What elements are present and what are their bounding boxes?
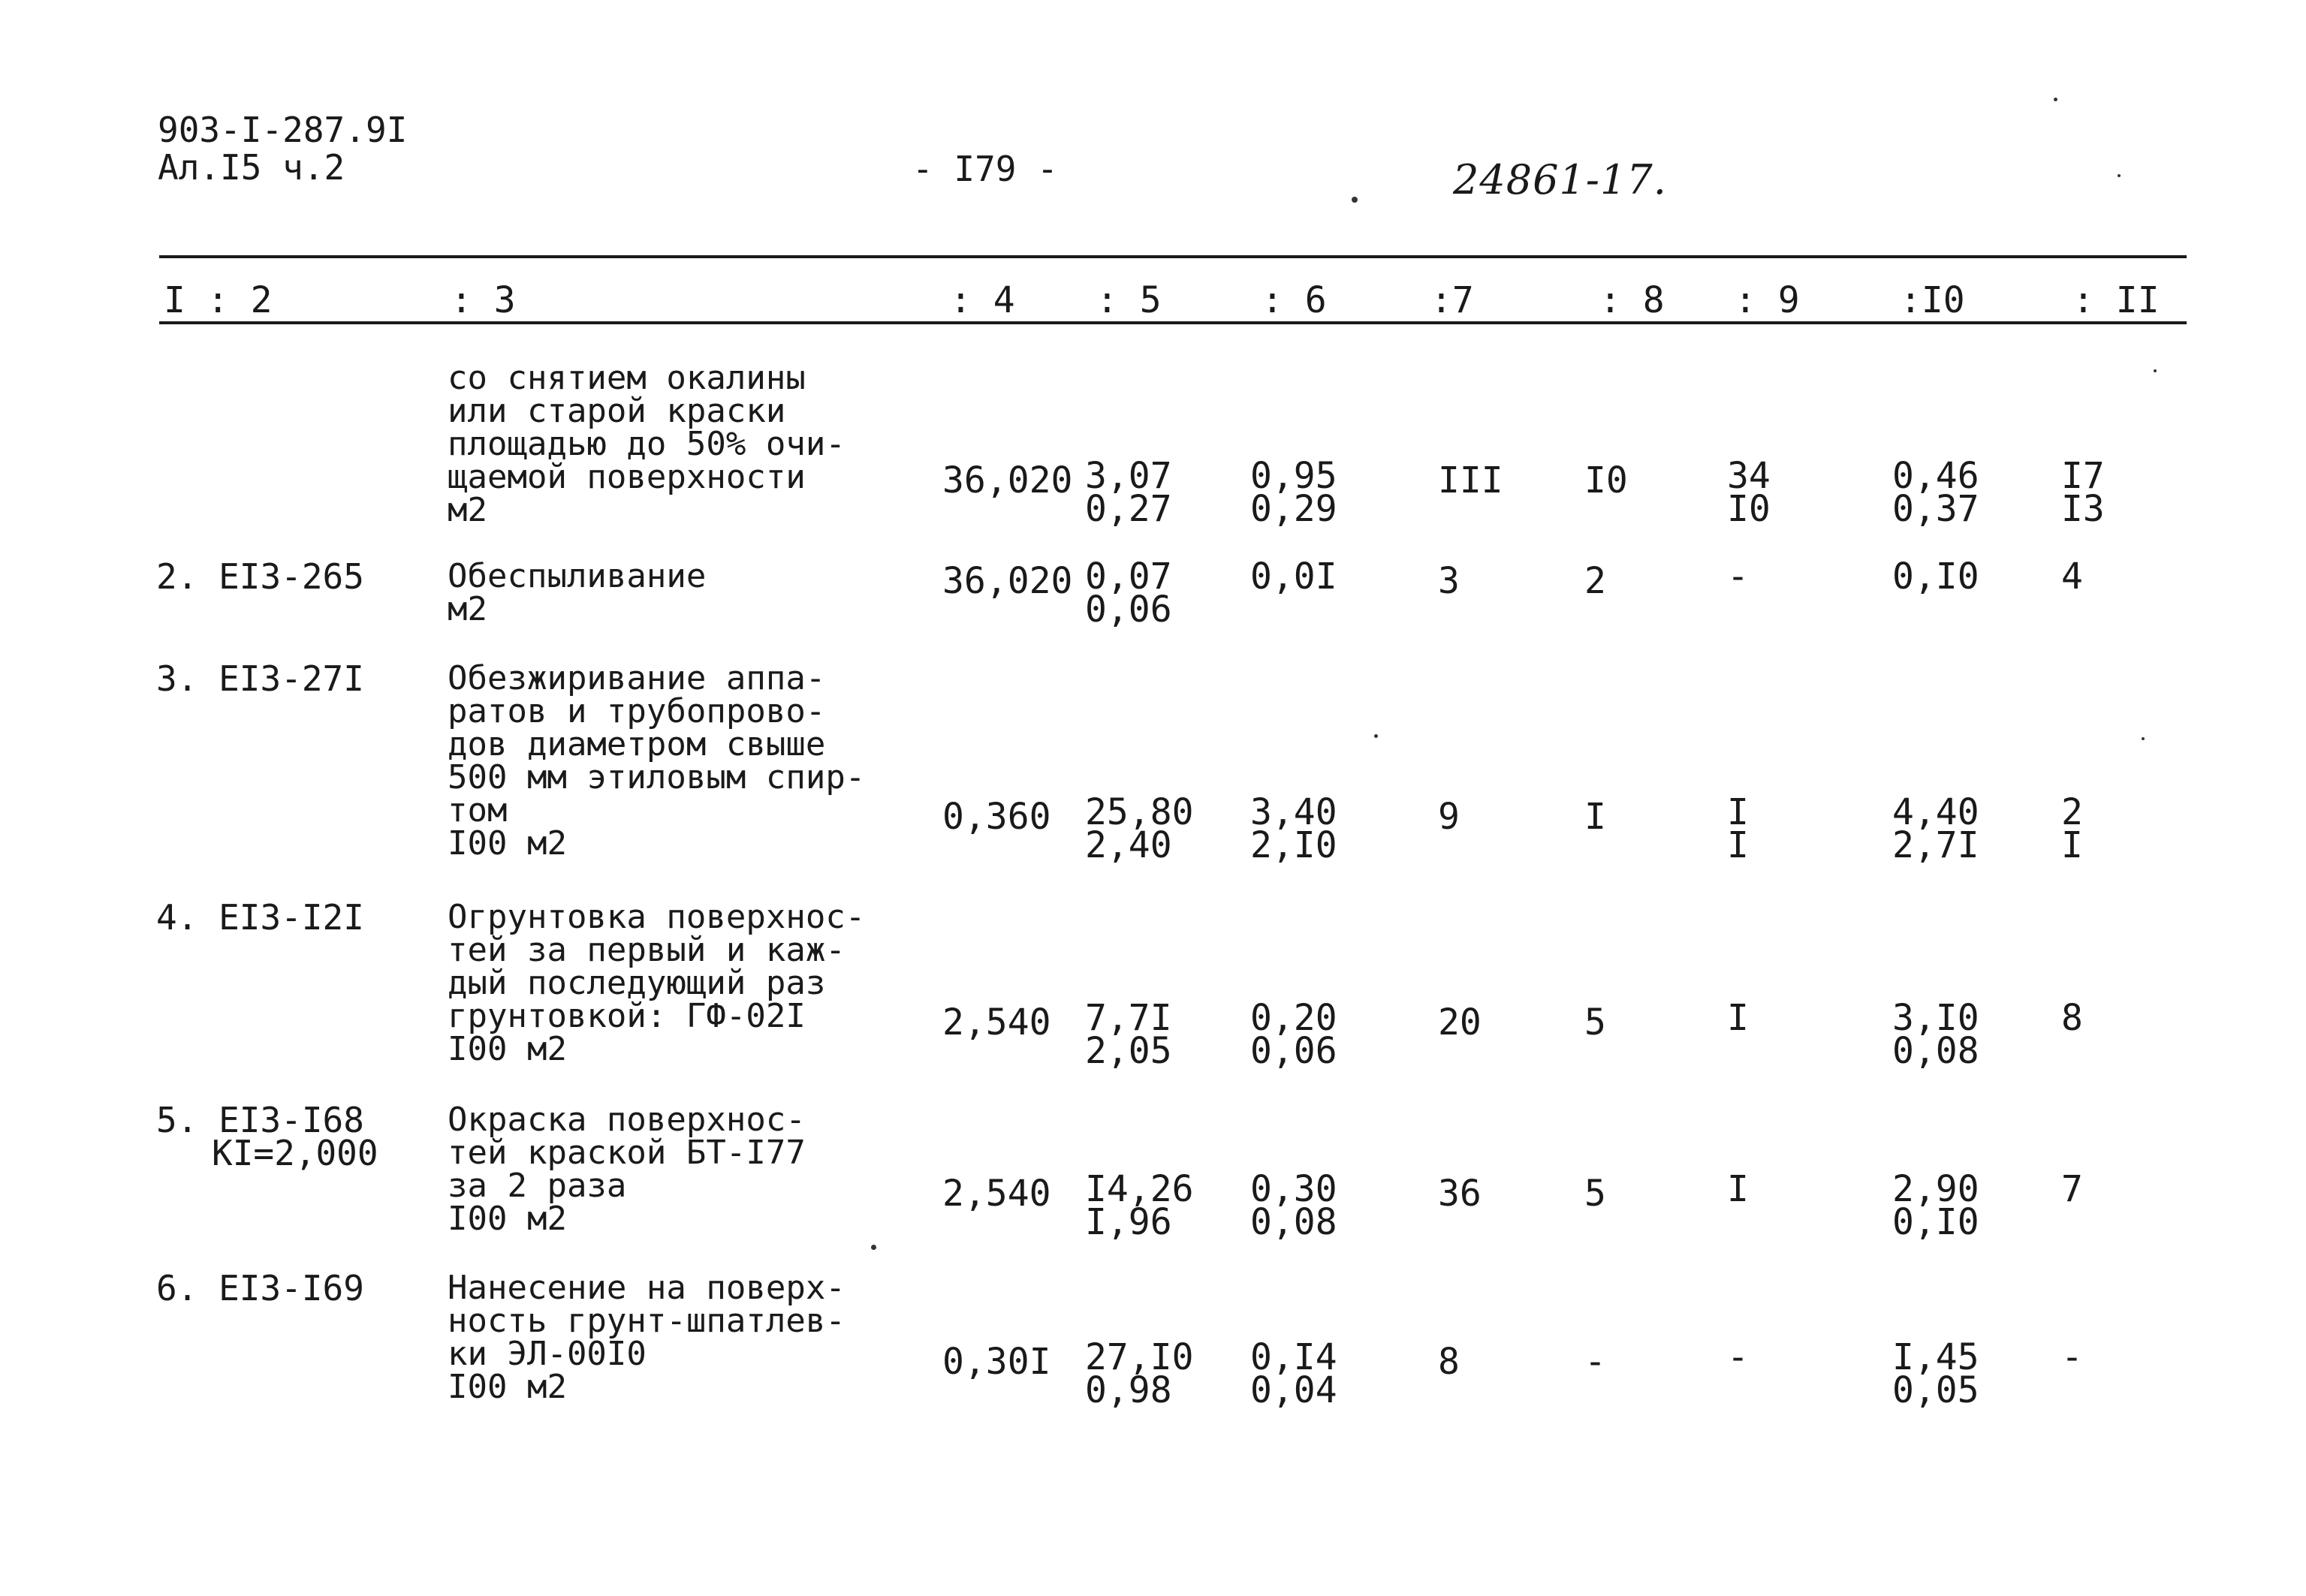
row-description-line: тей за первый и каж-: [448, 931, 846, 969]
row-c10-value: 0,05: [1892, 1369, 1979, 1411]
row-description-line: щаемой поверхности: [448, 458, 806, 496]
row-c6-value: 0,29: [1250, 488, 1337, 530]
row-description-line: или старой краски: [448, 392, 786, 430]
row-c5-value: 2,40: [1085, 824, 1172, 866]
document-code-line1: 903-I-287.9I: [158, 110, 408, 150]
row-c11-value: 2: [2061, 791, 2083, 833]
row-code: 3. EI3-27I: [156, 658, 364, 699]
row-c6-value: 0,06: [1250, 1030, 1337, 1072]
row-code: 2. EI3-265: [156, 556, 364, 597]
column-header-2: : 3: [451, 279, 516, 321]
row-code: 5. EI3-I68: [156, 1100, 364, 1140]
row-quantity: 2,540: [942, 1001, 1051, 1043]
row-c11-value: 8: [2061, 997, 2083, 1039]
row-description-line: м2: [448, 491, 487, 529]
column-header-10: : II: [2072, 279, 2160, 321]
row-c9-value: I: [1727, 997, 1749, 1039]
row-c8-value: -: [1584, 1341, 1606, 1383]
row-c6-value: 0,20: [1250, 997, 1337, 1039]
row-description-line: ки ЭЛ-00I0: [448, 1335, 647, 1373]
scan-speck: [2054, 98, 2057, 101]
row-c6-value: 2,I0: [1250, 824, 1337, 866]
row-description-line: Обезжиривание аппа-: [448, 659, 826, 697]
row-c8-value: I: [1584, 796, 1606, 838]
row-c11-value: I7: [2061, 455, 2105, 497]
row-description-line: 500 мм этиловым спир-: [448, 758, 866, 796]
column-header-8: : 9: [1735, 279, 1800, 321]
row-description-line: ратов и трубопрово-: [448, 692, 826, 730]
row-code: 6. EI3-I69: [156, 1268, 364, 1308]
row-description-line: грунтовкой: ГФ-02I: [448, 997, 806, 1035]
row-description-line: за 2 раза: [448, 1167, 627, 1205]
scan-speck: [2142, 737, 2145, 740]
row-description-line: Нанесение на поверх-: [448, 1269, 846, 1307]
row-code: 4. EI3-I2I: [156, 897, 364, 938]
row-c9-value: 34: [1727, 455, 1771, 497]
column-header-6: :7: [1430, 279, 1474, 321]
scan-speck: [2154, 369, 2157, 372]
row-description-line: дов диаметром свыше: [448, 725, 826, 763]
column-header-5: : 6: [1262, 279, 1327, 321]
row-c9-value: -: [1727, 1336, 1749, 1378]
document-code-line2: Ал.I5 ч.2: [158, 147, 345, 188]
scan-speck: [871, 1245, 876, 1250]
row-c11-value: -: [2061, 1336, 2083, 1378]
row-c8-value: 5: [1584, 1173, 1606, 1215]
row-c6-value: 0,30: [1250, 1168, 1337, 1210]
row-c5-value: 2,05: [1085, 1030, 1172, 1072]
row-quantity: 2,540: [942, 1173, 1051, 1215]
row-description-line: Огрунтовка поверхнос-: [448, 898, 866, 936]
row-quantity: 0,30I: [942, 1341, 1051, 1383]
scan-speck: [2118, 174, 2121, 177]
row-description-line: м2: [448, 590, 487, 628]
row-c6-value: 0,08: [1250, 1201, 1337, 1243]
row-description-line: I00 м2: [448, 1200, 567, 1238]
row-description-line: ность грунт-шпатлев-: [448, 1302, 846, 1340]
row-c11-value: 7: [2061, 1168, 2083, 1210]
row-c9-value: I0: [1727, 488, 1771, 530]
row-description-line: I00 м2: [448, 1368, 567, 1406]
row-c8-value: I0: [1584, 459, 1628, 501]
row-coefficient: KI=2,000: [212, 1133, 378, 1173]
row-description-line: Окраска поверхнос-: [448, 1101, 806, 1139]
page-number: - I79 -: [912, 149, 1058, 189]
row-c7-value: 8: [1438, 1341, 1460, 1383]
row-c10-value: 2,7I: [1892, 824, 1979, 866]
row-c10-value: 0,46: [1892, 455, 1979, 497]
row-c5-value: 25,80: [1085, 791, 1194, 833]
scan-speck: [1374, 734, 1378, 738]
column-header-7: : 8: [1599, 279, 1665, 321]
scan-speck: [1352, 197, 1358, 203]
column-header-9: :I0: [1900, 279, 1965, 321]
row-c10-value: 3,I0: [1892, 997, 1979, 1039]
row-description-line: I00 м2: [448, 1030, 567, 1068]
row-c5-value: 0,07: [1085, 556, 1172, 598]
row-description-line: том: [448, 791, 508, 830]
row-description-line: со снятием окалины: [448, 359, 806, 397]
row-description-line: Обеспыливание: [448, 557, 707, 595]
document-code: [158, 111, 407, 186]
row-c7-value: III: [1438, 459, 1503, 501]
row-c5-value: 3,07: [1085, 455, 1172, 497]
row-description-line: дый последующий раз: [448, 964, 826, 1002]
row-c5-value: 0,98: [1085, 1369, 1172, 1411]
row-c10-value: 0,08: [1892, 1030, 1979, 1072]
row-description-line: тей краской БТ-I77: [448, 1134, 806, 1172]
row-c5-value: 27,I0: [1085, 1336, 1194, 1378]
row-c8-value: 5: [1584, 1001, 1606, 1043]
row-c10-value: 2,90: [1892, 1168, 1979, 1210]
row-c5-value: 0,06: [1085, 589, 1172, 631]
row-c5-value: I4,26: [1085, 1168, 1194, 1210]
column-header-3: : 4: [950, 279, 1015, 321]
row-c9-value: I: [1727, 1168, 1749, 1210]
top-rule: [159, 255, 2187, 258]
row-c9-value: -: [1727, 556, 1749, 598]
row-c10-value: 0,I0: [1892, 556, 1979, 598]
row-c6-value: 0,04: [1250, 1369, 1337, 1411]
column-header-1: I : 2: [164, 279, 273, 321]
row-c7-value: 3: [1438, 560, 1460, 602]
row-c5-value: 7,7I: [1085, 997, 1172, 1039]
row-c9-value: I: [1727, 824, 1749, 866]
row-quantity: 36,020: [942, 560, 1073, 602]
row-c6-value: 3,40: [1250, 791, 1337, 833]
row-c10-value: I,45: [1892, 1336, 1979, 1378]
row-c7-value: 20: [1438, 1001, 1482, 1043]
row-c7-value: 36: [1438, 1173, 1482, 1215]
row-c11-value: I: [2061, 824, 2083, 866]
row-c11-value: 4: [2061, 556, 2083, 598]
row-c9-value: I: [1727, 791, 1749, 833]
row-c11-value: I3: [2061, 488, 2105, 530]
row-quantity: 0,360: [942, 796, 1051, 838]
row-c10-value: 0,37: [1892, 488, 1979, 530]
row-c10-value: 4,40: [1892, 791, 1979, 833]
row-c5-value: I,96: [1085, 1201, 1172, 1243]
row-c6-value: 0,95: [1250, 455, 1337, 497]
row-c6-value: 0,0I: [1250, 556, 1337, 598]
row-description-line: I00 м2: [448, 824, 567, 863]
handwritten-number: 24861-17.: [1453, 156, 1667, 203]
row-c5-value: 0,27: [1085, 488, 1172, 530]
row-c8-value: 2: [1584, 560, 1606, 602]
row-quantity: 36,020: [942, 459, 1073, 501]
row-c7-value: 9: [1438, 796, 1460, 838]
row-c6-value: 0,I4: [1250, 1336, 1337, 1378]
header-rule: [159, 321, 2187, 324]
column-header-4: : 5: [1096, 279, 1162, 321]
row-c10-value: 0,I0: [1892, 1201, 1979, 1243]
row-description-line: площадью до 50% очи-: [448, 425, 846, 463]
